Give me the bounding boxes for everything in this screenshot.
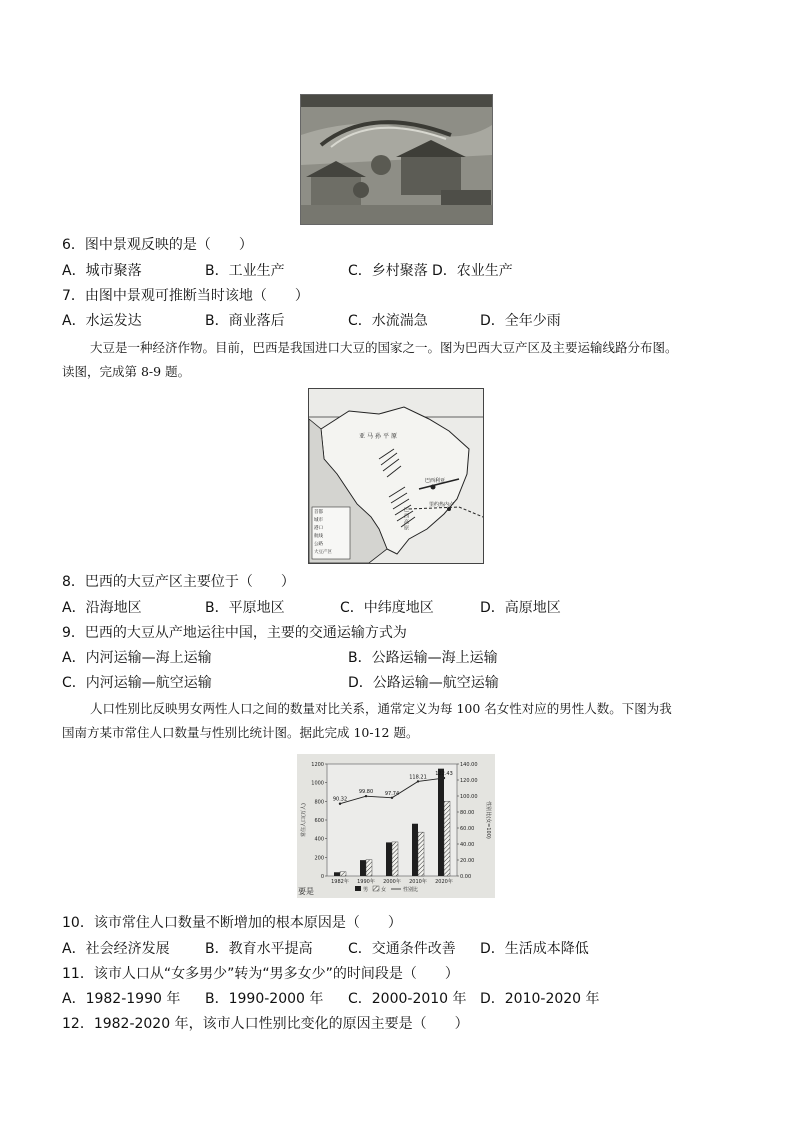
landscape-photo [300,94,493,225]
y-right-axis-label: 性别比(女=100) [485,801,491,839]
sex-ratio-data-label: 118.21 [409,774,427,781]
question-11-stem: 11．该市人口从“女多男少”转为“男多女少”的时间段是（ ） [62,966,459,982]
bar-female [444,801,450,876]
brazil-map-graphic [309,389,483,563]
x-tick-label: 2000年 [383,879,401,885]
question-12-stem: 12．1982-2020 年，该市人口性别比变化的原因主要是（ ） [62,1016,469,1032]
question-8-option-c[interactable]: C．中纬度地区 [340,600,434,616]
bar-female [392,842,398,876]
question-10-stem: 10．该市常住人口数量不断增加的根本原因是（ ） [62,915,402,931]
x-tick-label: 1982年 [331,879,349,885]
map-label-brazil-plateau: 巴西高原 [403,507,409,531]
sex-ratio-data-label: 122.43 [435,771,453,778]
intro-8-9-line1: 大豆是一种经济作物。目前，巴西是我国进口大豆的国家之一。图为巴西大豆产区及主要运输线路分布图。 [90,340,678,355]
question-8-option-a[interactable]: A．沿海地区 [62,600,142,616]
brazil-soybean-map [308,388,484,564]
question-7-stem: 7．由图中景观可推断当时该地（ ） [62,288,309,304]
population-chart-svg [297,754,495,898]
legend-female-swatch [373,886,379,891]
y-left-tick-label: 800 [314,799,324,806]
question-11-option-b[interactable]: B．1990-2000 年 [205,991,324,1007]
chart-corner-text: 要是 [298,887,314,896]
capital-marker [431,485,436,490]
y-right-tick-label: 140.00 [460,762,478,768]
bar-female [340,872,346,876]
intro-10-12-line2: 国南方某市常住人口数量与性别比统计图。据此完成 10-12 题。 [62,725,419,740]
map-label-amazon-plain: 亚马孙平原 [359,433,400,440]
question-9-stem: 9．巴西的大豆从产地运往中国，主要的交通运输方式为 [62,625,407,641]
intro-questions-8-9 [62,336,678,384]
question-11-option-d[interactable]: D．2010-2020 年 [480,991,600,1007]
question-10-option-d[interactable]: D．生活成本降低 [480,941,589,957]
question-9-option-d[interactable]: D．公路运输—航空运输 [348,675,499,691]
bar-male [334,872,340,876]
landscape-painting-image [301,95,492,224]
sex-ratio-point [443,777,445,779]
sex-ratio-point [417,780,419,782]
question-9-option-a[interactable]: A．内河运输—海上运输 [62,650,212,666]
y-left-tick-label: 1000 [311,780,324,787]
y-left-tick-label: 0 [320,874,324,880]
question-8-option-b[interactable]: B．平原地区 [205,600,285,616]
question-6-option-d[interactable]: D．农业生产 [432,263,513,279]
y-left-tick-label: 1200 [311,762,324,768]
bar-female [418,832,424,876]
population-chart [297,754,495,898]
question-6-option-c[interactable]: C．乡村聚落 [348,263,428,279]
map-label-brasilia: 巴西利亚 [425,478,446,484]
legend-port: 港口 [314,526,323,531]
legend-route: 航线 [314,534,323,539]
question-6-stem: 6．图中景观反映的是（ ） [62,237,253,253]
y-left-tick-label: 200 [314,855,324,862]
y-left-tick-label: 600 [314,818,324,824]
intro-10-12-line1: 人口性别比反映男女两性人口之间的数量对比关系，通常定义为每 100 名女性对应的男性人数。下图为我 [90,701,672,716]
sex-ratio-data-label: 99.80 [358,789,374,796]
sex-ratio-data-label: 90.32 [332,796,348,803]
question-6-option-a[interactable]: A．城市聚落 [62,263,142,279]
question-9-option-c[interactable]: C．内河运输—航空运输 [62,675,212,691]
question-7-option-d[interactable]: D．全年少雨 [480,313,561,329]
y-left-tick-label: 400 [314,836,324,843]
map-legend [314,509,332,557]
question-8-option-d[interactable]: D．高原地区 [480,600,561,616]
legend-city: 城市 [314,518,323,523]
y-right-tick-label: 80.00 [460,810,475,816]
x-tick-label: 2020年 [435,879,453,885]
sex-ratio-point [391,797,393,799]
y-right-tick-label: 40.00 [460,842,475,848]
legend-soybean-area: 大豆产区 [314,550,332,555]
intro-questions-10-12 [62,697,672,745]
sex-ratio-point [365,795,367,797]
y-right-tick-label: 120.00 [460,778,478,784]
question-6-option-b[interactable]: B．工业生产 [205,263,285,279]
question-7-option-b[interactable]: B．商业落后 [205,313,285,329]
y-right-tick-label: 100.00 [460,794,478,800]
question-10-option-c[interactable]: C．交通条件改善 [348,941,456,957]
question-8-stem: 8．巴西的大豆产区主要位于（ ） [62,574,295,590]
sex-ratio-data-label: 97.74 [384,790,400,797]
intro-8-9-line2: 读图，完成第 8-9 题。 [62,364,191,379]
sex-ratio-point [339,803,341,805]
legend-female-label: 女 [381,887,387,893]
legend-ratio-label: 性别比 [403,887,419,893]
bar-female [366,860,372,876]
bar-male [360,860,366,876]
question-7-option-a[interactable]: A．水运发达 [62,313,142,329]
question-11-option-a[interactable]: A．1982-1990 年 [62,991,181,1007]
map-label-rio: 里约热内卢 [429,502,455,508]
bar-male [412,824,418,876]
question-11-option-c[interactable]: C．2000-2010 年 [348,991,467,1007]
y-left-axis-label: 常住人口(万人) [301,803,307,837]
y-right-tick-label: 0.00 [460,874,472,880]
legend-capital: 首都 [314,510,323,515]
x-tick-label: 1990年 [357,879,375,885]
question-10-option-b[interactable]: B．教育水平提高 [205,941,313,957]
y-right-tick-label: 20.00 [460,858,475,864]
legend-highway: 公路 [314,542,323,547]
legend-male-label: 男 [363,887,369,893]
x-tick-label: 2010年 [409,879,427,885]
legend-male-swatch [355,886,361,891]
y-right-tick-label: 60.00 [460,826,475,832]
question-9-option-b[interactable]: B．公路运输—海上运输 [348,650,498,666]
bar-male [438,769,444,876]
question-10-option-a[interactable]: A．社会经济发展 [62,941,170,957]
bar-male [386,842,392,876]
question-7-option-c[interactable]: C．水流湍急 [348,313,428,329]
